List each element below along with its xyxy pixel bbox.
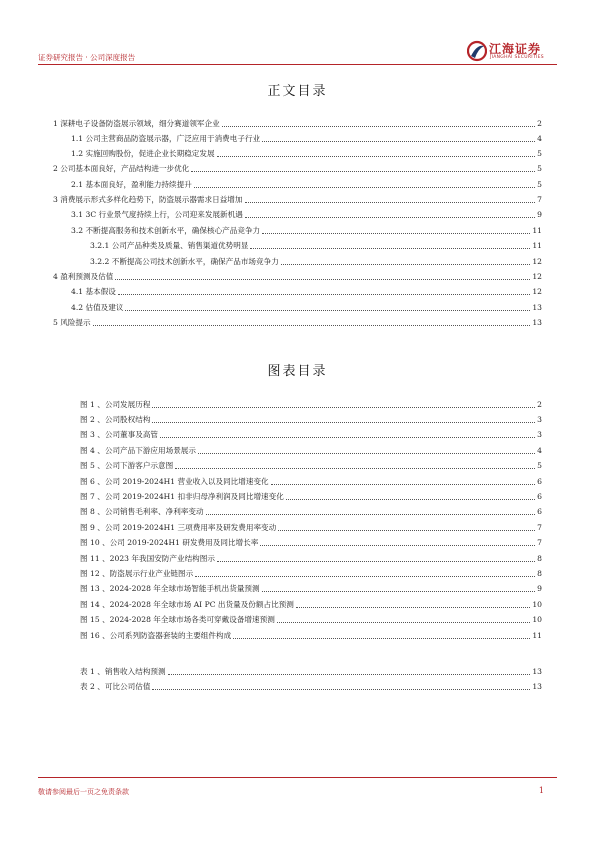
toc-entry[interactable]: 3.2 不断提高服务和技术创新水平，确保核心产品竞争力 11: [71, 226, 542, 235]
figure-entry[interactable]: 图 13 、2024-2028 年全球市场智能手机出货量预测 9: [80, 584, 542, 593]
figure-entry[interactable]: 图 2 、公司股权结构 3: [80, 415, 542, 424]
table-entry[interactable]: 表 1 、销售收入结构预测 13: [80, 667, 542, 676]
logo-text-en: JIANGHAI SECURITIES: [490, 55, 544, 60]
toc-entry[interactable]: 2 公司基本面良好，产品结构进一步优化 5: [53, 164, 542, 173]
figure-entry[interactable]: 图 15 、2024-2028 年全球市场各类可穿戴设备增速预测 10: [80, 615, 542, 624]
figure-entry[interactable]: 图 14 、2024-2028 年全球市场 AI PC 出货量及份额占比预测 10: [80, 600, 542, 609]
toc-entry[interactable]: 4.1 基本假设 12: [71, 287, 542, 296]
table-entry[interactable]: 表 2 、可比公司估值 13: [80, 682, 542, 691]
toc-entry[interactable]: 1.2 实施回购股份，促进企业长期稳定发展 5: [71, 149, 542, 158]
toc-entry[interactable]: 1 深耕电子设备防盗展示领域，细分赛道领军企业 2: [53, 119, 542, 128]
figure-entry[interactable]: 图 3 、公司董事及高管 3: [80, 430, 542, 439]
toc-entry[interactable]: 4 盈利预测及估值 12: [53, 272, 542, 281]
toc-entry[interactable]: 3.2.2 不断提高公司技术创新水平，确保产品市场竞争力 12: [90, 257, 542, 266]
header-divider: [38, 64, 557, 65]
figure-entry[interactable]: 图 1 、公司发展历程 2: [80, 400, 542, 409]
toc-entry[interactable]: 3.1 3C 行业景气度持续上行，公司迎来发展新机遇 9: [71, 210, 542, 219]
toc-entry[interactable]: 4.2 估值及建议 13: [71, 303, 542, 312]
toc-entry[interactable]: 3.2.1 公司产品种类及质量、销售渠道优势明显 11: [90, 241, 542, 250]
toc-entry[interactable]: 2.1 基本面良好，盈利能力持续提升 5: [71, 180, 542, 189]
figure-entry[interactable]: 图 7 、公司 2019-2024H1 扣非归母净利润及同比增速变化 6: [80, 492, 542, 501]
figure-entry[interactable]: 图 6 、公司 2019-2024H1 营业收入以及同比增速变化 6: [80, 477, 542, 486]
figure-entry[interactable]: 图 16 、公司系列防盗器套装的主要组件构成 11: [80, 631, 542, 640]
figure-entry[interactable]: 图 12 、防盗展示行业产业链图示 8: [80, 569, 542, 578]
figure-entry[interactable]: 图 8 、公司销售毛利率、净利率变动 6: [80, 507, 542, 516]
figure-entry[interactable]: 图 11 、2023 年我国安防产业结构图示 8: [80, 554, 542, 563]
toc-title: 正文目录: [267, 84, 328, 99]
page-number: 1: [538, 786, 544, 795]
footer-disclaimer[interactable]: 敬请参阅最后一页之免责条款: [38, 788, 129, 796]
logo-text-cn: 江海证券: [489, 42, 542, 56]
logo-mark-icon: [467, 40, 487, 62]
toc-entry[interactable]: 5 风险提示 13: [53, 318, 542, 327]
figure-entry[interactable]: 图 4 、公司产品下游应用场景展示 4: [80, 446, 542, 455]
figure-entry[interactable]: 图 9 、公司 2019-2024H1 三项费用率及研发费用率变动 7: [80, 523, 542, 532]
toc-entry[interactable]: 1.1 公司主营商品防盗展示器，广泛应用于消费电子行业 4: [71, 134, 542, 143]
figures-title: 图表目录: [267, 364, 328, 379]
brand-logo: [467, 40, 557, 62]
figure-entry[interactable]: 图 5 、公司下游客户示意图 5: [80, 461, 542, 470]
figure-entry[interactable]: 图 10 、公司 2019-2024H1 研发费用及同比增长率 7: [80, 538, 542, 547]
toc-entry[interactable]: 3 消费展示形式多样化趋势下，防盗展示器需求日益增加 7: [53, 195, 542, 204]
header-report-type: 证券研究报告 · 公司深度报告: [38, 53, 136, 62]
footer-divider: [38, 777, 557, 778]
